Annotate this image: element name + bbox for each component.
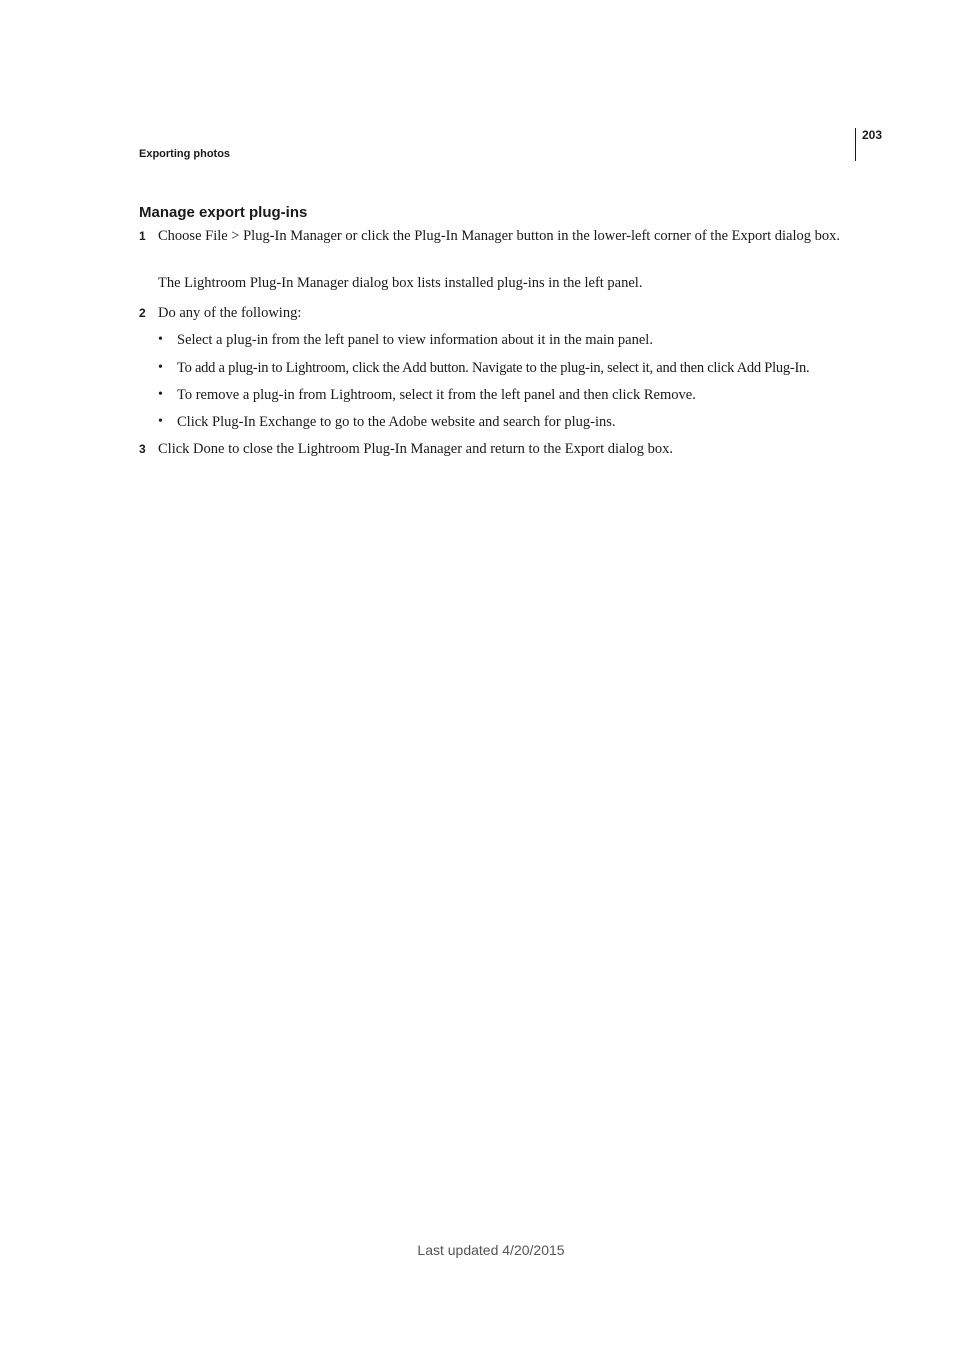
step-text: Click Done to close the Lightroom Plug-In Manager and return to the Export dialog box. [158,441,674,457]
section-title: Manage export plug-ins [139,204,308,221]
step-number: 2 [139,306,146,320]
step-note: The Lightroom Plug-In Manager dialog box lists installed plug-ins in the left panel. [158,275,643,291]
footer-last-updated: Last updated 4/20/2015 [417,1242,565,1258]
step-text: Choose File > Plug-In Manager or click the Plug-In Manager button in the lower-left corner of the Export dialog box. [158,228,840,244]
list-item: To remove a plug-in from Lightroom, select it from the left panel and then click Remove. [177,387,696,403]
step-number: 3 [139,442,146,456]
step-text: Do any of the following: [158,305,302,321]
bullet-marker: • [158,414,163,429]
list-item: Select a plug-in from the left panel to view information about it in the main panel. [177,332,653,348]
bullet-marker: • [158,360,163,375]
bullet-marker: • [158,332,163,347]
list-item: To add a plug-in to Lightroom, click the Add button. Navigate to the plug-in, select it, and then click Add Plug-In. [177,360,810,376]
page-number: 203 [862,128,883,142]
header-divider [855,128,856,161]
step-number: 1 [139,229,146,243]
running-head: Exporting photos [139,148,231,160]
bullet-marker: • [158,387,163,402]
list-item: Click Plug-In Exchange to go to the Adobe website and search for plug-ins. [177,414,616,430]
